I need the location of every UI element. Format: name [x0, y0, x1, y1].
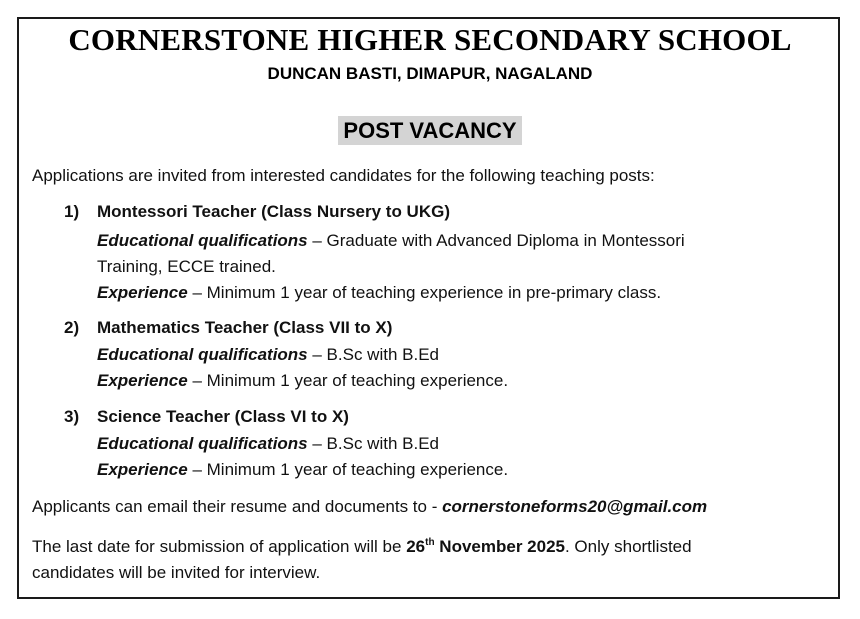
post-3-number: 3) [64, 407, 80, 426]
post-3-exp-text: Minimum 1 year of teaching experience. [206, 460, 509, 479]
title-container [0, 116, 860, 145]
post-1-experience [97, 281, 661, 305]
post-2-qual-label: Educational qualifications [97, 345, 308, 364]
post-3-qual-separator: – [307, 434, 327, 453]
post-1-exp-separator: – [187, 283, 207, 302]
post-2-qualification [97, 343, 439, 367]
deadline-line-2: candidates will be invited for interview. [32, 563, 321, 582]
post-1-number: 1) [64, 202, 80, 221]
post-3-title: Science Teacher (Class VI to X) [97, 407, 349, 426]
post-3-exp-label: Experience [97, 460, 188, 479]
post-3-qual-label: Educational qualifications [97, 434, 308, 453]
post-3-experience [97, 458, 508, 482]
post-3-qualification [97, 432, 439, 456]
post-3-qual-text: B.Sc with B.Ed [326, 434, 439, 453]
post-1-qual-separator: – [307, 231, 327, 250]
post-1-exp-label: Experience [97, 283, 188, 302]
post-1-exp-text: Minimum 1 year of teaching experience in pre-primary class. [206, 283, 662, 302]
post-2-qual-text: B.Sc with B.Ed [326, 345, 439, 364]
contact-email: cornerstoneforms20@gmail.com [442, 497, 708, 516]
post-2-exp-text: Minimum 1 year of teaching experience. [206, 371, 509, 390]
contact-prefix: Applicants can email their resume and documents to - [32, 497, 443, 516]
post-1-qual-label: Educational qualifications [97, 231, 308, 250]
school-name: CORNERSTONE HIGHER SECONDARY SCHOOL [68, 22, 792, 57]
post-1-title: Montessori Teacher (Class Nursery to UKG) [97, 202, 450, 221]
deadline-day: 26 [406, 537, 426, 556]
post-2-experience [97, 369, 508, 393]
post-2-qual-separator: – [307, 345, 327, 364]
post-1-qualification [97, 229, 685, 253]
contact-line [32, 495, 707, 519]
deadline-day-suffix: th [425, 537, 435, 548]
school-address: DUNCAN BASTI, DIMAPUR, NAGALAND [267, 64, 593, 83]
deadline-month-year: November 2025 [434, 537, 565, 556]
deadline-prefix: The last date for submission of application will be [32, 537, 407, 556]
deadline-line [32, 535, 692, 559]
post-2-exp-label: Experience [97, 371, 188, 390]
intro-text: Applications are invited from interested candidates for the following teaching posts: [32, 166, 655, 185]
post-1-qual-continued: Training, ECCE trained. [97, 257, 276, 276]
post-1-qual-text: Graduate with Advanced Diploma in Montessori [326, 231, 685, 250]
post-2-title: Mathematics Teacher (Class VII to X) [97, 318, 393, 337]
post-2-number: 2) [64, 318, 80, 337]
deadline-suffix: . Only shortlisted [564, 537, 692, 556]
post-3-exp-separator: – [187, 460, 207, 479]
post-vacancy-title: POST VACANCY [338, 116, 521, 145]
post-2-exp-separator: – [187, 371, 207, 390]
